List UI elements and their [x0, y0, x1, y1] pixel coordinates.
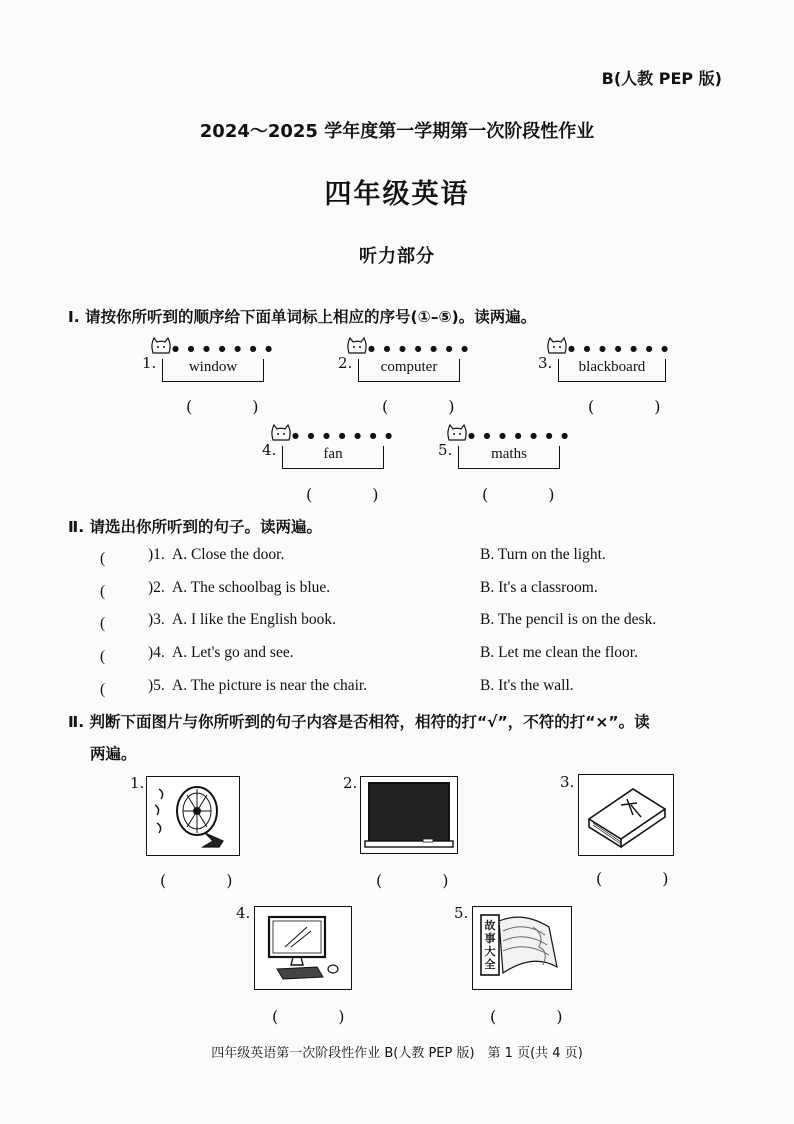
word-number: 2. — [338, 354, 353, 372]
picture-frame-3 — [578, 774, 674, 856]
exam-title: 2024～2025 学年度第一学期第一次阶段性作业 — [199, 121, 595, 142]
question-row-5 — [100, 677, 720, 701]
answer-paren[interactable]: ( — [100, 648, 137, 665]
word-label-box — [162, 359, 264, 382]
cat-icon — [270, 423, 292, 441]
answer-paren[interactable]: ( ) — [482, 485, 577, 504]
word-text: computer — [380, 359, 438, 375]
question-row-4 — [100, 644, 720, 668]
picture-frame-2 — [360, 776, 458, 854]
picture-frame-1 — [146, 776, 240, 856]
page-footer: 四年级英语第一次阶段性作业 B(人教 PEP 版) 第 1 页(共 4 页) — [211, 1046, 583, 1061]
word-number: 5. — [438, 441, 453, 459]
answer-paren[interactable]: ( ) — [376, 871, 471, 890]
question-number: )1. — [148, 546, 165, 563]
question-row-3 — [100, 611, 720, 635]
picture-number: 2. — [343, 774, 358, 792]
question-number: )2. — [148, 579, 165, 596]
decorative-dots: ● ● ● ● ● ● ● — [172, 344, 276, 353]
answer-paren[interactable]: ( — [100, 681, 137, 698]
word-text: blackboard — [578, 359, 646, 375]
word-number: 4. — [262, 441, 277, 459]
word-label-box — [458, 446, 560, 469]
word-label-box — [558, 359, 666, 382]
word-number: 3. — [538, 354, 553, 372]
cat-icon — [150, 336, 172, 354]
option-a: A. The picture is near the chair. — [172, 677, 368, 694]
answer-paren[interactable]: ( ) — [490, 1007, 585, 1026]
word-number: 1. — [142, 354, 157, 372]
section-3-title-line1: Ⅱ. 判断下面图片与你所听到的句子内容是否相符，相符的打“√”，不符的打“×”。读 — [68, 713, 650, 731]
question-number: )5. — [148, 677, 165, 694]
decorative-dots: ● ● ● ● ● ● ● — [468, 431, 572, 440]
decorative-dots: ● ● ● ● ● ● ● — [568, 344, 672, 353]
blackboard-icon — [361, 777, 457, 853]
word-label-box — [282, 446, 384, 469]
word-label-box — [358, 359, 460, 382]
section-2-title: Ⅱ. 请选出你所听到的句子。读两遍。 — [68, 518, 322, 536]
version-label: B(人教 PEP 版) — [601, 69, 722, 88]
cat-icon — [546, 336, 568, 354]
answer-paren[interactable]: ( — [100, 583, 137, 600]
answer-paren[interactable]: ( ) — [160, 871, 255, 890]
fan-icon — [147, 777, 239, 855]
picture-number: 3. — [560, 773, 575, 791]
book-icon — [579, 775, 673, 855]
option-b: B. It's the wall. — [480, 677, 574, 694]
storybook-title: 故事大全 — [484, 919, 496, 971]
section-3-title-line2: 两遍。 — [90, 745, 137, 763]
option-b: B. The pencil is on the desk. — [480, 611, 657, 628]
option-b: B. Turn on the light. — [480, 546, 606, 563]
answer-paren[interactable]: ( ) — [588, 397, 683, 416]
answer-paren[interactable]: ( ) — [382, 397, 477, 416]
decorative-dots: ● ● ● ● ● ● ● — [368, 344, 472, 353]
picture-frame-5 — [472, 906, 572, 990]
option-a: A. I like the English book. — [172, 611, 337, 628]
word-text: maths — [491, 446, 527, 462]
computer-icon — [255, 907, 351, 989]
decorative-dots: ● ● ● ● ● ● ● — [292, 431, 396, 440]
answer-paren[interactable]: ( ) — [186, 397, 281, 416]
picture-number: 5. — [454, 904, 469, 922]
word-text: window — [188, 359, 238, 375]
answer-paren[interactable]: ( ) — [306, 485, 401, 504]
picture-number: 1. — [130, 774, 145, 792]
word-text: fan — [323, 446, 343, 462]
cat-icon — [446, 423, 468, 441]
part-title: 听力部分 — [359, 246, 435, 267]
subject-title: 四年级英语 — [324, 179, 470, 210]
option-b: B. Let me clean the floor. — [480, 644, 638, 661]
answer-paren[interactable]: ( — [100, 550, 137, 567]
question-number: )4. — [148, 644, 165, 661]
question-number: )3. — [148, 611, 165, 628]
answer-paren[interactable]: ( ) — [272, 1007, 367, 1026]
question-row-1 — [100, 546, 720, 570]
section-1-title: Ⅰ. 请按你所听到的顺序给下面单词标上相应的序号(①–⑤)。读两遍。 — [68, 308, 537, 326]
picture-frame-4 — [254, 906, 352, 990]
option-a: A. Close the door. — [172, 546, 285, 563]
question-row-2 — [100, 579, 720, 603]
answer-paren[interactable]: ( ) — [596, 869, 691, 888]
option-a: A. The schoolbag is blue. — [172, 579, 331, 596]
option-a: A. Let's go and see. — [172, 644, 294, 661]
cat-icon — [346, 336, 368, 354]
option-b: B. It's a classroom. — [480, 579, 598, 596]
picture-number: 4. — [236, 904, 251, 922]
answer-paren[interactable]: ( — [100, 615, 137, 632]
